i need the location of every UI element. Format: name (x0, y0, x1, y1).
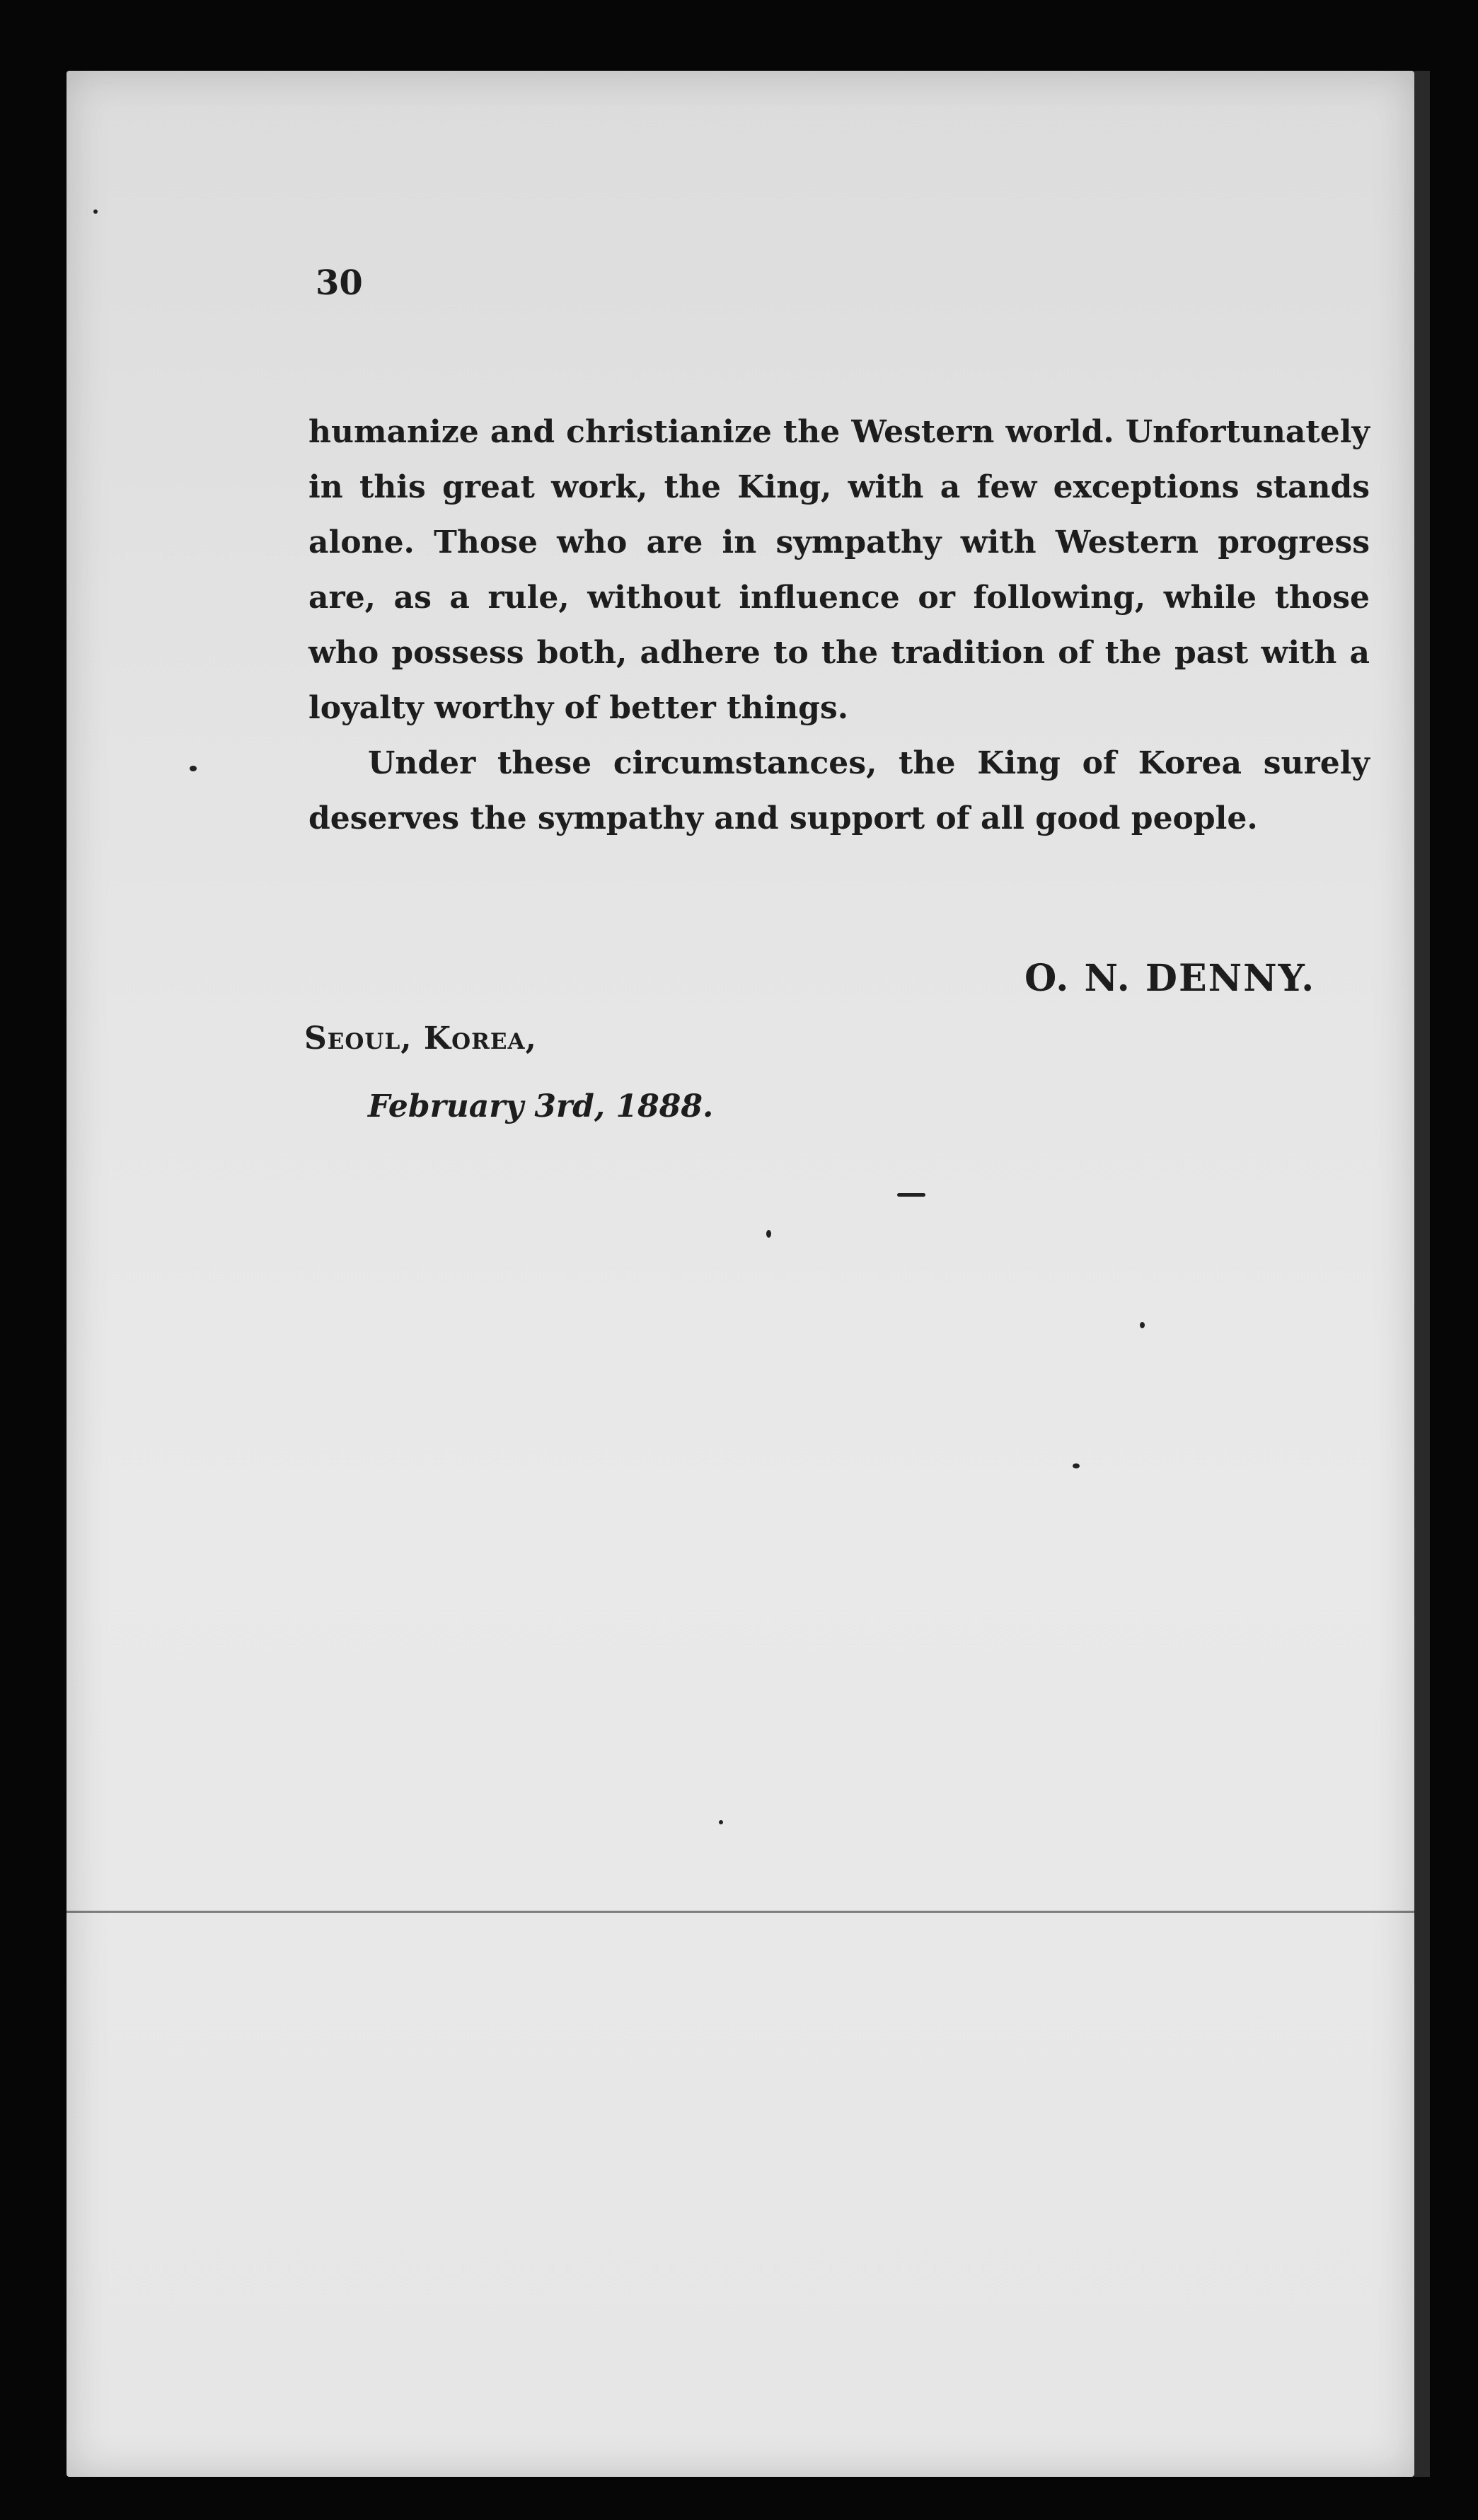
page-edge-shadow (1414, 71, 1430, 2477)
signature: O. N. DENNY. (1024, 957, 1316, 1000)
place-line: Seoul, Korea, (304, 1020, 537, 1057)
ink-speck (1073, 1463, 1080, 1468)
ink-speck (719, 1820, 723, 1824)
paragraph-1: humanize and christianize the Western world. Unfortunately in this great work, the King, with a few exceptions stands alone. Those who are in sympathy with Western progress are, as a rule, without influence or following, while those who possess both, adhere to the tradition of the past with a loyalty worthy of better things. (308, 414, 1370, 726)
ink-speck (190, 766, 197, 771)
ink-speck (1140, 1322, 1145, 1328)
ink-speck (897, 1193, 925, 1197)
ink-speck (766, 1230, 771, 1238)
paragraph-2: Under these circumstances, the King of Korea surely deserves the sympathy and support of all good people. (308, 745, 1370, 836)
letter-body (308, 405, 1370, 846)
date-line: February 3rd, 1888. (368, 1088, 714, 1124)
fold-line (67, 1911, 1414, 1913)
page-number: 30 (316, 263, 363, 303)
ink-speck (93, 209, 98, 214)
